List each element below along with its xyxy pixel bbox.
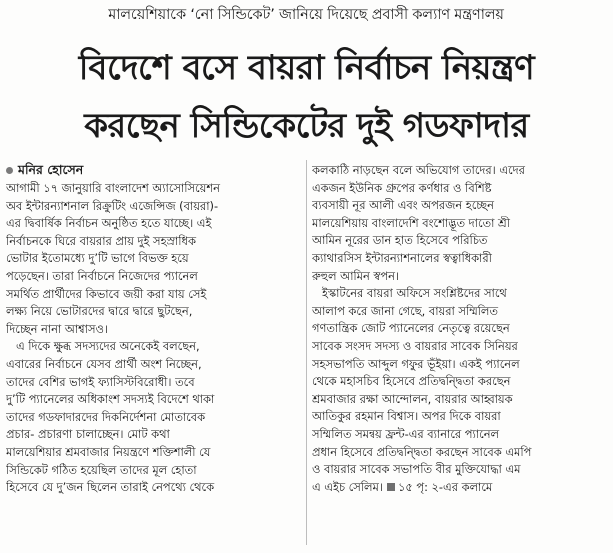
- body-line: ক্যাথারসিস ইন্টারন্যাশনালের স্বত্বাধিকারী: [312, 250, 492, 265]
- body-line: শ্রমবাজার রক্ষা আন্দোলন, বায়রার আহ্বায়ক: [312, 391, 513, 406]
- byline: [6, 162, 83, 182]
- body-line: আমিন নূরের ডান হাত হিসেবে পরিচিত: [312, 233, 488, 248]
- body-line: সহসভাপতি আব্দুল গফুর ভূঁইয়া। একই প্যানেল: [312, 356, 520, 371]
- body-line: কলকাঠি নাড়ছেন বলে অভিযোগ তাদের। এদের: [312, 163, 525, 177]
- body-line-end: এ এইচ সেলিম।: [312, 479, 383, 494]
- body-line: ব্যবসায়ী নূর আলী এবং অপরজন হচ্ছেন: [312, 198, 494, 213]
- body-line: এবারের নির্বাচনে যেসব প্রার্থী অংশ নিচ্ছেন,: [6, 356, 202, 371]
- body-line: মালয়েশিয়ায় বাংলাদেশি বংশোদ্ভূত দাতো শ্রী: [312, 215, 510, 230]
- body-line: থেকে মহাসচিব হিসেবে প্রতিদ্বন্দ্বিতা করছেন: [312, 374, 511, 389]
- body-line: ভোটার ইতোমধ্যে দু’টি ভাগে বিভক্ত হয়ে: [6, 251, 189, 266]
- kicker-line: মালয়েশিয়াকে ‘নো সিন্ডিকেট’ জানিয়ে দিয়েছে প্রবাসী কল্যাণ মন্ত্রণালয়: [108, 7, 504, 23]
- left-column: [6, 180, 302, 497]
- body-line: আগামী ১৭ জানুয়ারি বাংলাদেশ অ্যাসোসিয়েশন: [6, 181, 220, 195]
- headline-line-1: বিদেশে বসে বায়রা নির্বাচন নিয়ন্ত্রণ: [78, 48, 535, 88]
- body-line: তাদের বেশির ভাগই ফ্যাসিস্টবিরোধী। তবে: [6, 374, 195, 389]
- byline-bullet-icon: [6, 167, 13, 174]
- body-line: প্রধান হিসেবে প্রতিদ্বন্দ্বিতা করছেন সাবেক এমপি: [312, 444, 532, 459]
- body-line: ও বায়রার সাবেক সভাপতি বীর মুক্তিযোদ্ধা এম: [312, 462, 521, 477]
- body-line: লক্ষ্য নিয়ে ভোটারদের দ্বারে দ্বারে ছুটছেন,: [6, 304, 193, 319]
- body-line: হিসেবে যে দু’জন ছিলেন তারাই নেপথ্যে থেকে: [6, 480, 215, 495]
- body-line: আলাপ করে জানা গেছে, বায়রা সম্মিলিত: [312, 303, 498, 318]
- continuation-marker-icon: [387, 483, 395, 491]
- continuation-text: ১৫ পৃ: ২-এর কলামে: [397, 479, 493, 494]
- body-line: সম্মিলিত সমন্বয় ফ্রন্ট-এর ব্যানারে প্যানেল: [312, 426, 499, 441]
- body-line: ইস্কাটনের বায়রা অফিসে সংশ্লিষ্টদের সাথে: [322, 286, 507, 301]
- body-line: দু’টি প্যানেলের অধিকাংশ সদস্যই বিদেশে থাকা: [6, 392, 215, 407]
- body-line: সমর্থিত প্রার্থীদের কিভাবে জয়ী করা যায় সেই: [6, 286, 207, 301]
- body-line: তাদের গডফাদারদের দিকনির্দেশনা মোতাবেক: [6, 409, 206, 424]
- body-line: অব ইন্টারন্যাশনাল রিক্রুটিং এজেন্সিজ (বায়রা)-: [6, 198, 219, 213]
- right-column: [312, 162, 608, 496]
- body-line: সিন্ডিকেট গঠিত হয়েছিল তাদের মূল হোতা: [6, 462, 197, 477]
- body-line: গণতান্ত্রিক জোট প্যানেলের নেতৃত্বে রয়েছেন: [312, 321, 510, 336]
- body-line: দিচ্ছেন নানা আশ্বাসও।: [6, 321, 108, 336]
- body-line: এ দিকে ক্ষুব্ধ সদস্যদের অনেকেই বলছেন,: [16, 339, 200, 354]
- body-line: আতিকুর রহমান বিশ্বাস। অপর দিকে বায়রা: [312, 409, 501, 424]
- body-line: পড়েছেন। তারা নির্বাচনে নিজেদের প্যানেল: [6, 268, 198, 283]
- body-line: একজন ইউনিক গ্রুপের কর্ণধার ও বিশিষ্ট: [312, 180, 492, 195]
- body-line: মালয়েশিয়ার শ্রমবাজার নিয়ন্ত্রণে শক্তিশালী যে: [6, 444, 211, 459]
- column-divider: [306, 160, 307, 545]
- body-line: রুহুল আমিন স্বপন।: [312, 268, 399, 283]
- body-line: এর দ্বিবার্ষিক নির্বাচন অনুষ্ঠিত হতে যাচ্ছে। এই: [6, 216, 212, 231]
- body-line: সাবেক সংসদ সদস্য ও বায়রার সাবেক সিনিয়র: [312, 338, 518, 353]
- body-line: নির্বাচনকে ঘিরে বায়রার প্রায় দুই সহস্রাধিক: [6, 233, 196, 248]
- last-body-line: [312, 479, 608, 497]
- body-line: প্রচার- প্রচারণা চালাচ্ছেন। মোট কথা: [6, 427, 170, 442]
- byline-author: মনির হোসেন: [18, 162, 84, 177]
- headline-line-2: করছেন সিন্ডিকেটের দুই গডফাদার: [84, 106, 529, 146]
